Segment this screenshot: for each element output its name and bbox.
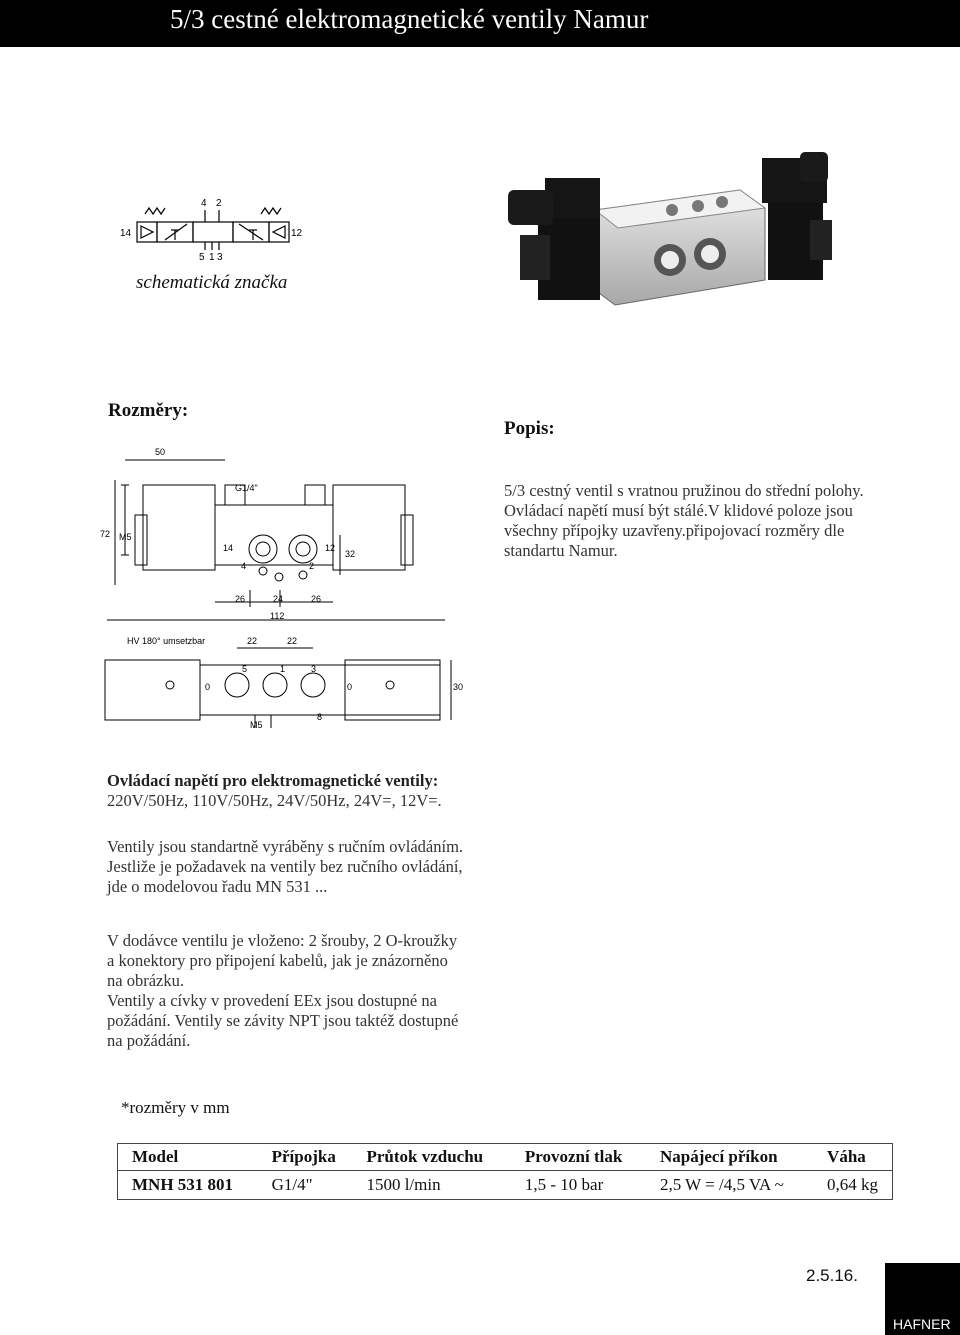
dimension-label: 14	[223, 543, 234, 553]
table-header-cell: Váha	[827, 1147, 866, 1166]
delivery-line: na požádání.	[107, 1031, 191, 1050]
dimension-label: G1/4"	[235, 483, 258, 493]
table-header-cell: Provozní tlak	[524, 1147, 623, 1166]
table-cell: G1/4"	[258, 1171, 353, 1200]
dimension-label: 1	[280, 664, 286, 674]
dimension-label: 112	[270, 611, 285, 621]
table-cell: 1500 l/min	[352, 1171, 510, 1200]
table-header-cell: Přípojka	[271, 1147, 336, 1166]
dimension-label: 26	[311, 594, 322, 604]
dimension-label: 30	[453, 682, 464, 692]
delivery-line: Ventily a cívky v provedení EEx jsou dostupné na	[107, 991, 437, 1010]
spec-table	[117, 1143, 893, 1200]
delivery-line: požádání. Ventily se závity NPT jsou taktéž dostupné	[107, 1011, 459, 1030]
delivery-line: V dodávce ventilu je vloženo: 2 šrouby, 2 O-kroužky	[107, 931, 458, 950]
description-line: standartu Namur.	[504, 541, 618, 560]
voltage-block	[107, 771, 442, 811]
manual-line: Jestliže je požadavek na ventily bez ručního ovládání,	[107, 857, 463, 876]
dimension-label: 2	[309, 561, 315, 571]
dimension-label: 24	[273, 594, 284, 604]
page-title: 5/3 cestné elektromagnetické ventily Namur	[170, 4, 649, 34]
dimension-label: 50	[155, 447, 166, 457]
dimension-label: M5	[250, 720, 263, 730]
dimension-label: 4	[241, 561, 247, 571]
description-heading: Popis:	[504, 418, 555, 439]
dimension-label: M5	[119, 532, 132, 542]
voltage-heading: Ovládací napětí pro elektromagnetické ventily:	[107, 771, 439, 790]
dimension-label: 32	[345, 549, 356, 559]
brand-logo: HAFNER	[893, 1316, 951, 1332]
dimension-label: 22	[287, 636, 298, 646]
table-row	[118, 1171, 893, 1200]
page-number: 2.5.16.	[806, 1266, 858, 1285]
dimension-label: 26	[235, 594, 246, 604]
manual-line: jde o modelovou řadu MN 531 ...	[107, 877, 328, 896]
port-label: 4	[201, 198, 207, 209]
table-cell: 1,5 - 10 bar	[511, 1171, 646, 1200]
dimension-label: 12	[325, 543, 336, 553]
dimension-label: 8	[317, 712, 323, 722]
table-header-row	[118, 1144, 893, 1171]
symbol-caption: schematická značka	[136, 272, 288, 293]
port-label: 3	[217, 252, 223, 262]
table-header-cell: Průtok vzduchu	[366, 1147, 484, 1166]
delivery-text-block	[107, 931, 458, 1051]
dimension-label: 3	[311, 664, 317, 674]
dimension-label: 0	[205, 682, 211, 692]
manual-text-block	[107, 837, 463, 897]
dimensions-heading: Rozměry:	[108, 400, 189, 421]
port-label: 14	[120, 228, 132, 239]
description-line: všechny přípojky uzavřeny.připojovací rozměry dle	[504, 521, 845, 540]
port-label: 1	[209, 252, 215, 262]
dimension-label: 72	[100, 529, 111, 539]
port-label: 12	[291, 228, 303, 239]
table-cell: 2,5 W = /4,5 VA ~	[646, 1171, 813, 1200]
dimension-label: 22	[247, 636, 258, 646]
valve-symbol-diagram	[115, 192, 315, 262]
valve-product-photo	[500, 150, 845, 325]
port-label: 5	[199, 252, 205, 262]
description-line: Ovládací napětí musí být stálé.V klidové poloze jsou	[504, 501, 853, 520]
manual-line: Ventily jsou standartně vyráběny s ručním ovládáním.	[107, 837, 464, 856]
dimension-drawing-top	[95, 630, 465, 735]
dimension-label: 5	[242, 664, 248, 674]
port-label: 2	[216, 198, 222, 209]
description-text	[504, 481, 864, 561]
units-note: *rozměry v mm	[121, 1098, 230, 1117]
delivery-line: a konektory pro připojení kabelů, jak je znázorněno	[107, 951, 448, 970]
table-header-cell: Napájecí příkon	[659, 1147, 778, 1166]
dimension-label: 0	[347, 682, 353, 692]
dimension-label: HV 180° umsetzbar	[127, 636, 206, 646]
table-header-cell: Model	[132, 1147, 179, 1166]
delivery-line: na obrázku.	[107, 971, 184, 990]
voltage-values: 220V/50Hz, 110V/50Hz, 24V/50Hz, 24V=, 12V=.	[107, 791, 442, 810]
dimension-drawing-front	[95, 445, 465, 625]
description-line: 5/3 cestný ventil s vratnou pružinou do střední polohy.	[504, 481, 864, 500]
table-cell: MNH 531 801	[118, 1171, 258, 1200]
table-cell: 0,64 kg	[813, 1171, 892, 1200]
